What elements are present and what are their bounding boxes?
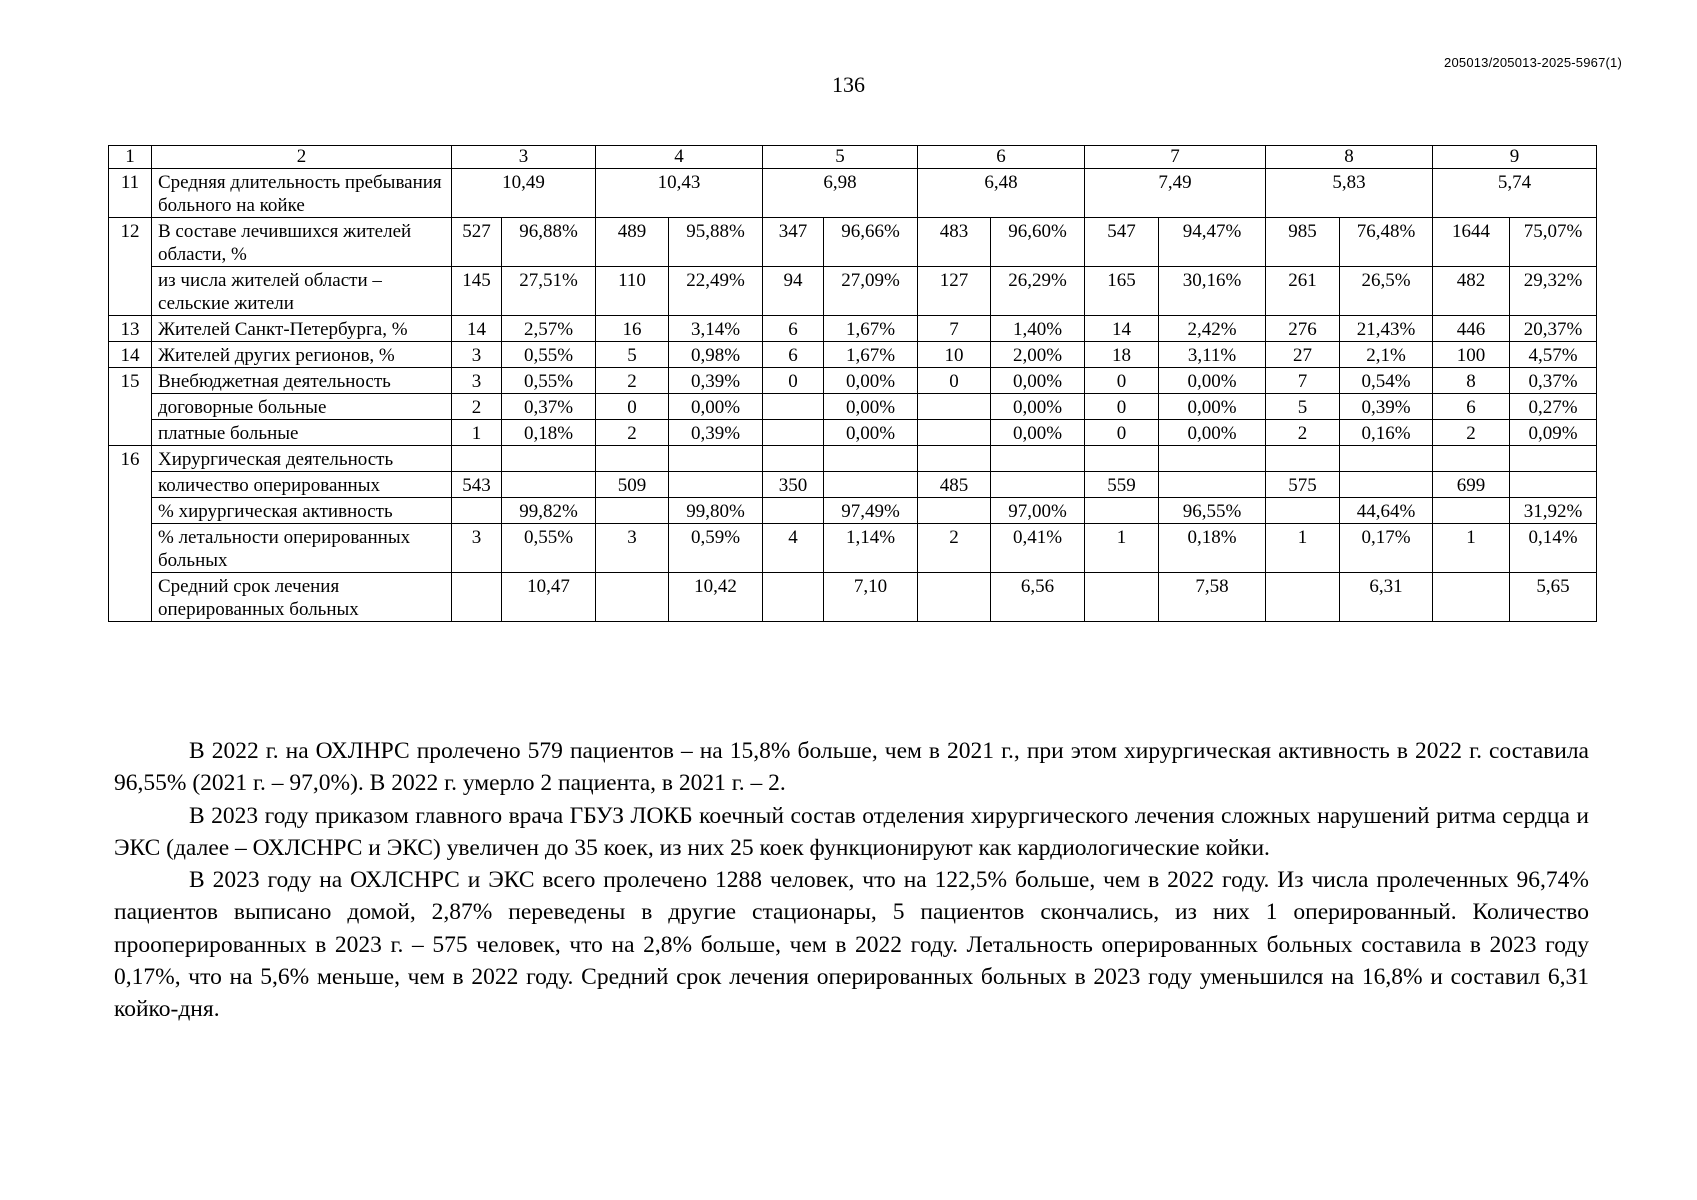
header-cell: 2	[152, 146, 452, 169]
percent-cell	[1159, 446, 1266, 472]
percent-cell: 96,88%	[502, 218, 596, 267]
count-cell: 547	[1085, 218, 1159, 267]
count-cell: 127	[918, 267, 991, 316]
percent-cell: 0,00%	[824, 394, 918, 420]
count-cell	[1433, 573, 1510, 622]
percent-cell: 96,55%	[1159, 498, 1266, 524]
percent-cell: 7,58	[1159, 573, 1266, 622]
table-row	[109, 342, 1597, 368]
count-cell: 94	[763, 267, 824, 316]
count-cell: 6	[1433, 394, 1510, 420]
count-cell: 0	[596, 394, 669, 420]
table-row	[109, 420, 1597, 446]
row-label: количество оперированных	[152, 472, 452, 498]
percent-cell: 2,42%	[1159, 316, 1266, 342]
count-cell	[1085, 573, 1159, 622]
count-cell	[918, 573, 991, 622]
percent-cell	[824, 472, 918, 498]
row-label: платные больные	[152, 420, 452, 446]
count-cell: 261	[1266, 267, 1340, 316]
count-cell: 1	[1266, 524, 1340, 573]
percent-cell: 0,00%	[991, 420, 1085, 446]
percent-cell	[502, 472, 596, 498]
table-cell: 7,49	[1085, 169, 1266, 218]
count-cell: 1	[1433, 524, 1510, 573]
header-cell: 8	[1266, 146, 1433, 169]
percent-cell: 0,59%	[669, 524, 763, 573]
count-cell: 4	[763, 524, 824, 573]
count-cell: 16	[596, 316, 669, 342]
count-cell	[918, 446, 991, 472]
count-cell	[763, 573, 824, 622]
count-cell: 3	[452, 524, 502, 573]
count-cell	[1266, 498, 1340, 524]
document-id: 205013/205013-2025-5967(1)	[1444, 55, 1622, 70]
percent-cell: 2,1%	[1340, 342, 1433, 368]
count-cell: 527	[452, 218, 502, 267]
table-cell: 5,74	[1433, 169, 1597, 218]
percent-cell: 7,10	[824, 573, 918, 622]
count-cell: 985	[1266, 218, 1340, 267]
count-cell	[596, 573, 669, 622]
header-cell: 3	[452, 146, 596, 169]
percent-cell: 0,41%	[991, 524, 1085, 573]
percent-cell: 0,00%	[1159, 420, 1266, 446]
percent-cell: 0,00%	[1159, 368, 1266, 394]
percent-cell: 0,17%	[1340, 524, 1433, 573]
table-row	[109, 573, 1597, 622]
count-cell: 27	[1266, 342, 1340, 368]
percent-cell: 1,67%	[824, 342, 918, 368]
percent-cell: 0,14%	[1510, 524, 1597, 573]
count-cell	[763, 498, 824, 524]
percent-cell: 5,65	[1510, 573, 1597, 622]
count-cell: 165	[1085, 267, 1159, 316]
count-cell	[763, 446, 824, 472]
count-cell: 110	[596, 267, 669, 316]
table-header-row	[109, 146, 1597, 169]
header-cell: 9	[1433, 146, 1597, 169]
count-cell: 6	[763, 342, 824, 368]
percent-cell: 0,39%	[669, 368, 763, 394]
row-label: из числа жителей области – сельские жители	[152, 267, 452, 316]
count-cell: 3	[596, 524, 669, 573]
table-body	[109, 218, 1597, 622]
count-cell: 575	[1266, 472, 1340, 498]
count-cell: 485	[918, 472, 991, 498]
table-row	[109, 267, 1597, 316]
count-cell: 347	[763, 218, 824, 267]
percent-cell: 20,37%	[1510, 316, 1597, 342]
percent-cell: 0,18%	[1159, 524, 1266, 573]
percent-cell	[1510, 446, 1597, 472]
paragraph: В 2022 г. на ОХЛНРС пролечено 579 пациентов – на 15,8% больше, чем в 2021 г., при этом хирургическая активность в 2022 г. составила 96,55% (2021 г. – 97,0%). В 2022 г. умерло 2 пациента, в 2021 г. – 2.	[114, 738, 1589, 797]
percent-cell: 0,55%	[502, 368, 596, 394]
percent-cell: 94,47%	[1159, 218, 1266, 267]
percent-cell: 95,88%	[669, 218, 763, 267]
table-row	[109, 218, 1597, 267]
count-cell	[596, 446, 669, 472]
percent-cell: 1,67%	[824, 316, 918, 342]
count-cell: 5	[596, 342, 669, 368]
percent-cell: 1,14%	[824, 524, 918, 573]
header-cell: 6	[918, 146, 1085, 169]
row-label: Внебюджетная деятельность	[152, 368, 452, 394]
row-label: Средний срок лечения оперированных больных	[152, 573, 452, 622]
table-cell: 10,49	[452, 169, 596, 218]
table-row	[109, 498, 1597, 524]
percent-cell: 97,49%	[824, 498, 918, 524]
percent-cell: 10,47	[502, 573, 596, 622]
table-row	[109, 316, 1597, 342]
table-cell: 10,43	[596, 169, 763, 218]
percent-cell: 6,31	[1340, 573, 1433, 622]
count-cell: 0	[1085, 394, 1159, 420]
percent-cell: 26,29%	[991, 267, 1085, 316]
percent-cell	[502, 446, 596, 472]
percent-cell: 30,16%	[1159, 267, 1266, 316]
percent-cell: 27,09%	[824, 267, 918, 316]
percent-cell: 31,92%	[1510, 498, 1597, 524]
row-label: Жителей других регионов, %	[152, 342, 452, 368]
percent-cell: 0,00%	[824, 368, 918, 394]
row-label: % летальности оперированных больных	[152, 524, 452, 573]
percent-cell: 96,66%	[824, 218, 918, 267]
percent-cell: 0,16%	[1340, 420, 1433, 446]
row-label: Средняя длительность пребывания больного на койке	[152, 169, 452, 218]
row-label: % хирургическая активность	[152, 498, 452, 524]
percent-cell: 0,18%	[502, 420, 596, 446]
count-cell	[1085, 498, 1159, 524]
count-cell	[1433, 498, 1510, 524]
percent-cell: 44,64%	[1340, 498, 1433, 524]
count-cell: 10	[918, 342, 991, 368]
count-cell: 145	[452, 267, 502, 316]
percent-cell: 0,39%	[669, 420, 763, 446]
row-label: договорные больные	[152, 394, 452, 420]
percent-cell: 3,14%	[669, 316, 763, 342]
count-cell: 6	[763, 316, 824, 342]
percent-cell: 0,27%	[1510, 394, 1597, 420]
count-cell: 543	[452, 472, 502, 498]
percent-cell: 10,42	[669, 573, 763, 622]
count-cell: 1	[1085, 524, 1159, 573]
header-cell: 4	[596, 146, 763, 169]
count-cell: 446	[1433, 316, 1510, 342]
percent-cell: 0,00%	[824, 420, 918, 446]
table-row	[109, 368, 1597, 394]
count-cell	[452, 573, 502, 622]
percent-cell: 0,37%	[1510, 368, 1597, 394]
count-cell	[452, 498, 502, 524]
percent-cell: 0,55%	[502, 342, 596, 368]
statistics-table	[108, 145, 1597, 622]
percent-cell: 6,56	[991, 573, 1085, 622]
percent-cell: 29,32%	[1510, 267, 1597, 316]
percent-cell: 22,49%	[669, 267, 763, 316]
count-cell	[918, 394, 991, 420]
table-cell: 6,48	[918, 169, 1085, 218]
table-row	[109, 524, 1597, 573]
count-cell	[918, 498, 991, 524]
count-cell	[1085, 446, 1159, 472]
count-cell	[1433, 446, 1510, 472]
header-cell: 5	[763, 146, 918, 169]
count-cell	[763, 394, 824, 420]
table-row	[109, 169, 1597, 218]
count-cell: 0	[1085, 420, 1159, 446]
count-cell: 100	[1433, 342, 1510, 368]
count-cell: 3	[452, 368, 502, 394]
count-cell: 2	[1433, 420, 1510, 446]
percent-cell: 0,39%	[1340, 394, 1433, 420]
table-row	[109, 472, 1597, 498]
percent-cell: 0,00%	[669, 394, 763, 420]
count-cell: 2	[596, 368, 669, 394]
page-number: 136	[832, 72, 865, 97]
row-label: Жителей Санкт-Петербурга, %	[152, 316, 452, 342]
percent-cell: 97,00%	[991, 498, 1085, 524]
count-cell: 699	[1433, 472, 1510, 498]
paragraph: В 2023 году на ОХЛСНРС и ЭКС всего пролечено 1288 человек, что на 122,5% больше, чем в 2022 году. Из числа пролеченных 96,74% пациентов выписано домой, 2,87% переведены в другие стационары, 5 пациентов скончались, из них 1 оперированный. Количество прооперированных в 2023 г. – 575 человек, что на 2,8% больше, чем в 2022 году. Летальность оперированных больных составила в 2023 году 0,17%, что на 5,6% меньше, чем в 2022 году. Средний срок лечения оперированных больных в 2023 году уменьшился на 16,8% и составил 6,31 койко-дня.	[114, 867, 1589, 1023]
percent-cell: 0,00%	[1159, 394, 1266, 420]
percent-cell	[669, 472, 763, 498]
percent-cell	[1340, 446, 1433, 472]
count-cell: 2	[918, 524, 991, 573]
count-cell: 2	[452, 394, 502, 420]
row-number: 15	[109, 368, 152, 446]
percent-cell: 0,37%	[502, 394, 596, 420]
percent-cell: 21,43%	[1340, 316, 1433, 342]
count-cell: 509	[596, 472, 669, 498]
count-cell: 3	[452, 342, 502, 368]
percent-cell	[824, 446, 918, 472]
percent-cell: 75,07%	[1510, 218, 1597, 267]
percent-cell: 0,00%	[991, 394, 1085, 420]
header-cell: 7	[1085, 146, 1266, 169]
paragraph: В 2023 году приказом главного врача ГБУЗ ЛОКБ коечный состав отделения хирургического лечения сложных нарушений ритма сердца и ЭКС (далее – ОХЛСНРС и ЭКС) увеличен до 35 коек, из них 25 коек функционируют как кардиологические койки.	[114, 802, 1589, 861]
count-cell: 276	[1266, 316, 1340, 342]
count-cell: 7	[1266, 368, 1340, 394]
percent-cell: 99,80%	[669, 498, 763, 524]
count-cell	[1266, 446, 1340, 472]
percent-cell: 4,57%	[1510, 342, 1597, 368]
percent-cell: 76,48%	[1340, 218, 1433, 267]
percent-cell: 0,54%	[1340, 368, 1433, 394]
row-number: 11	[109, 169, 152, 218]
count-cell: 18	[1085, 342, 1159, 368]
count-cell: 0	[918, 368, 991, 394]
count-cell: 14	[1085, 316, 1159, 342]
row-number: 13	[109, 316, 152, 342]
percent-cell: 0,09%	[1510, 420, 1597, 446]
table-cell: 6,98	[763, 169, 918, 218]
count-cell: 482	[1433, 267, 1510, 316]
percent-cell: 1,40%	[991, 316, 1085, 342]
count-cell: 0	[763, 368, 824, 394]
percent-cell: 99,82%	[502, 498, 596, 524]
count-cell: 1644	[1433, 218, 1510, 267]
count-cell: 2	[1266, 420, 1340, 446]
count-cell: 2	[596, 420, 669, 446]
percent-cell: 2,57%	[502, 316, 596, 342]
percent-cell	[991, 446, 1085, 472]
count-cell	[452, 446, 502, 472]
count-cell: 559	[1085, 472, 1159, 498]
count-cell: 5	[1266, 394, 1340, 420]
percent-cell	[991, 472, 1085, 498]
table-cell: 5,83	[1266, 169, 1433, 218]
table-row	[109, 446, 1597, 472]
table-row	[109, 394, 1597, 420]
percent-cell: 2,00%	[991, 342, 1085, 368]
percent-cell: 0,98%	[669, 342, 763, 368]
count-cell	[1266, 573, 1340, 622]
percent-cell	[669, 446, 763, 472]
percent-cell: 96,60%	[991, 218, 1085, 267]
count-cell: 7	[918, 316, 991, 342]
count-cell: 489	[596, 218, 669, 267]
row-number: 16	[109, 446, 152, 622]
percent-cell	[1159, 472, 1266, 498]
percent-cell: 3,11%	[1159, 342, 1266, 368]
row-number: 14	[109, 342, 152, 368]
percent-cell: 0,55%	[502, 524, 596, 573]
count-cell: 350	[763, 472, 824, 498]
count-cell: 0	[1085, 368, 1159, 394]
count-cell	[596, 498, 669, 524]
percent-cell: 27,51%	[502, 267, 596, 316]
percent-cell: 0,00%	[991, 368, 1085, 394]
count-cell: 1	[452, 420, 502, 446]
count-cell: 483	[918, 218, 991, 267]
row-label: Хирургическая деятельность	[152, 446, 452, 472]
row-label: В составе лечившихся жителей области, %	[152, 218, 452, 267]
percent-cell	[1510, 472, 1597, 498]
count-cell: 14	[452, 316, 502, 342]
count-cell: 8	[1433, 368, 1510, 394]
percent-cell	[1340, 472, 1433, 498]
count-cell	[763, 420, 824, 446]
body-text	[114, 735, 1589, 1026]
count-cell	[918, 420, 991, 446]
header-cell: 1	[109, 146, 152, 169]
row-number: 12	[109, 218, 152, 316]
percent-cell: 26,5%	[1340, 267, 1433, 316]
